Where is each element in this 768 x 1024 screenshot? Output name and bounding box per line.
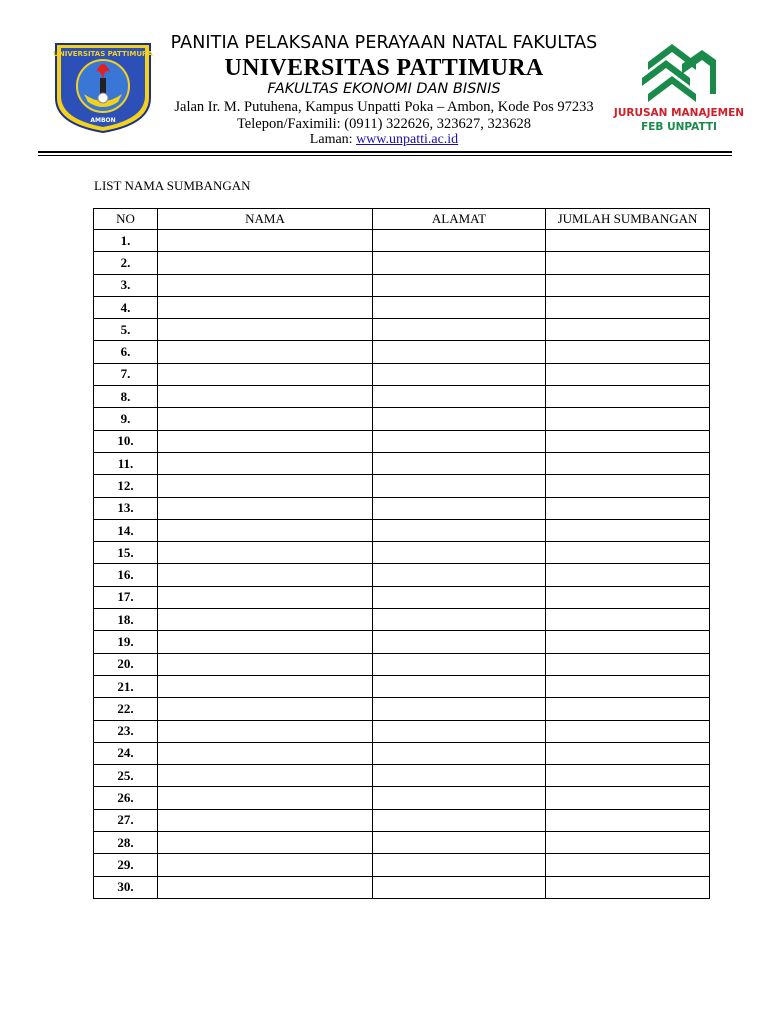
seal-bottom-text: AMBON [90, 117, 116, 124]
name-cell[interactable] [158, 609, 373, 631]
logo-text-1: JURUSAN MANAJEMEN [613, 107, 745, 119]
amount-cell[interactable] [546, 274, 710, 296]
table-row [94, 787, 710, 809]
phone-line: Telepon/Faximili: (0911) 322626, 323627, 323628 [236, 116, 532, 132]
list-title: LIST NAMA SUMBANGAN [94, 178, 251, 193]
table-row [94, 675, 710, 697]
table-row [94, 586, 710, 608]
name-cell[interactable] [158, 854, 373, 876]
name-cell[interactable] [158, 386, 373, 408]
address-cell[interactable] [373, 586, 546, 608]
address-cell[interactable] [373, 274, 546, 296]
table-row [94, 876, 710, 898]
row-number: 20. [94, 653, 158, 675]
amount-cell[interactable] [546, 319, 710, 341]
row-number: 14. [94, 519, 158, 541]
amount-cell[interactable] [546, 765, 710, 787]
table-row [94, 230, 710, 252]
name-cell[interactable] [158, 832, 373, 854]
amount-cell[interactable] [546, 832, 710, 854]
table-row [94, 274, 710, 296]
table-row [94, 319, 710, 341]
row-number: 16. [94, 564, 158, 586]
amount-cell[interactable] [546, 386, 710, 408]
address-cell[interactable] [373, 720, 546, 742]
address-cell[interactable] [373, 363, 546, 385]
address-cell[interactable] [373, 408, 546, 430]
address-cell[interactable] [373, 675, 546, 697]
amount-cell[interactable] [546, 363, 710, 385]
table-row [94, 452, 710, 474]
address-cell[interactable] [373, 542, 546, 564]
amount-cell[interactable] [546, 675, 710, 697]
amount-cell[interactable] [546, 564, 710, 586]
header-divider-thin [38, 155, 732, 156]
amount-cell[interactable] [546, 742, 710, 764]
header-nama: NAMA [158, 209, 373, 230]
row-number: 25. [94, 765, 158, 787]
address-cell[interactable] [373, 519, 546, 541]
address-cell[interactable] [373, 319, 546, 341]
table-row [94, 765, 710, 787]
committee-heading: PANITIA PELAKSANA PERAYAAN NATAL FAKULTAS [170, 33, 598, 53]
table-header-row [94, 209, 710, 230]
amount-cell[interactable] [546, 497, 710, 519]
address-cell[interactable] [373, 631, 546, 653]
website-label: Laman: [309, 132, 353, 147]
website-line [150, 132, 618, 148]
header-alamat: ALAMAT [373, 209, 546, 230]
table-row [94, 386, 710, 408]
address-cell[interactable] [373, 475, 546, 497]
donation-table [93, 208, 710, 899]
name-cell[interactable] [158, 341, 373, 363]
amount-cell[interactable] [546, 631, 710, 653]
name-cell[interactable] [158, 653, 373, 675]
row-number: 15. [94, 542, 158, 564]
header-no: NO [94, 209, 158, 230]
name-cell[interactable] [158, 475, 373, 497]
address-cell[interactable] [373, 564, 546, 586]
name-cell[interactable] [158, 876, 373, 898]
row-number: 27. [94, 809, 158, 831]
row-number: 26. [94, 787, 158, 809]
name-cell[interactable] [158, 542, 373, 564]
table-row [94, 564, 710, 586]
name-cell[interactable] [158, 452, 373, 474]
name-cell[interactable] [158, 519, 373, 541]
name-cell[interactable] [158, 809, 373, 831]
name-cell[interactable] [158, 296, 373, 318]
row-number: 28. [94, 832, 158, 854]
row-number: 7. [94, 363, 158, 385]
address-cell[interactable] [373, 765, 546, 787]
address-cell[interactable] [373, 452, 546, 474]
header-divider [38, 151, 732, 153]
address-cell[interactable] [373, 230, 546, 252]
address-line: Jalan Ir. M. Putuhena, Kampus Unpatti Poka – Ambon, Kode Pos 97233 [174, 99, 594, 115]
row-number: 8. [94, 386, 158, 408]
table-row [94, 408, 710, 430]
name-cell[interactable] [158, 319, 373, 341]
name-cell[interactable] [158, 497, 373, 519]
row-number: 12. [94, 475, 158, 497]
table-row [94, 809, 710, 831]
row-number: 1. [94, 230, 158, 252]
address-cell[interactable] [373, 609, 546, 631]
address-cell[interactable] [373, 698, 546, 720]
amount-cell[interactable] [546, 230, 710, 252]
amount-cell[interactable] [546, 586, 710, 608]
table-row [94, 542, 710, 564]
address-cell[interactable] [373, 742, 546, 764]
row-number: 23. [94, 720, 158, 742]
name-cell[interactable] [158, 742, 373, 764]
university-name: UNIVERSITAS PATTIMURA [224, 55, 544, 81]
amount-cell[interactable] [546, 854, 710, 876]
amount-cell[interactable] [546, 430, 710, 452]
table-row [94, 720, 710, 742]
address-cell[interactable] [373, 809, 546, 831]
amount-cell[interactable] [546, 653, 710, 675]
seal-text: UNIVERSITAS PATTIMURA [53, 50, 153, 58]
address-cell[interactable] [373, 430, 546, 452]
jurusan-manajemen-logo [608, 40, 750, 138]
address-cell[interactable] [373, 497, 546, 519]
address-cell[interactable] [373, 876, 546, 898]
website-link[interactable]: www.unpatti.ac.id [356, 132, 459, 147]
name-cell[interactable] [158, 408, 373, 430]
table-row [94, 475, 710, 497]
green-chevron-building-icon [642, 44, 716, 102]
address-cell[interactable] [373, 341, 546, 363]
amount-cell[interactable] [546, 296, 710, 318]
name-cell[interactable] [158, 675, 373, 697]
row-number: 24. [94, 742, 158, 764]
name-cell[interactable] [158, 230, 373, 252]
address-cell[interactable] [373, 787, 546, 809]
amount-cell[interactable] [546, 876, 710, 898]
amount-cell[interactable] [546, 252, 710, 274]
table-row [94, 698, 710, 720]
table-row [94, 519, 710, 541]
logo-text-2: FEB UNPATTI [641, 121, 717, 133]
row-number: 21. [94, 675, 158, 697]
address-cell[interactable] [373, 854, 546, 876]
header-jumlah: JUMLAH SUMBANGAN [546, 209, 710, 230]
amount-cell[interactable] [546, 787, 710, 809]
name-cell[interactable] [158, 274, 373, 296]
row-number: 13. [94, 497, 158, 519]
amount-cell[interactable] [546, 720, 710, 742]
row-number: 3. [94, 274, 158, 296]
name-cell[interactable] [158, 430, 373, 452]
row-number: 17. [94, 586, 158, 608]
table-row [94, 653, 710, 675]
amount-cell[interactable] [546, 341, 710, 363]
table-row [94, 430, 710, 452]
university-seal-logo [52, 38, 154, 134]
table-row [94, 296, 710, 318]
table-row [94, 832, 710, 854]
table-row [94, 609, 710, 631]
amount-cell[interactable] [546, 698, 710, 720]
row-number: 2. [94, 252, 158, 274]
name-cell[interactable] [158, 252, 373, 274]
table-row [94, 631, 710, 653]
amount-cell[interactable] [546, 609, 710, 631]
address-cell[interactable] [373, 296, 546, 318]
row-number: 4. [94, 296, 158, 318]
name-cell[interactable] [158, 765, 373, 787]
name-cell[interactable] [158, 363, 373, 385]
amount-cell[interactable] [546, 519, 710, 541]
table-row [94, 854, 710, 876]
row-number: 11. [94, 452, 158, 474]
name-cell[interactable] [158, 631, 373, 653]
row-number: 5. [94, 319, 158, 341]
amount-cell[interactable] [546, 809, 710, 831]
address-cell[interactable] [373, 252, 546, 274]
row-number: 9. [94, 408, 158, 430]
row-number: 6. [94, 341, 158, 363]
row-number: 18. [94, 609, 158, 631]
name-cell[interactable] [158, 698, 373, 720]
row-number: 10. [94, 430, 158, 452]
row-number: 29. [94, 854, 158, 876]
table-row [94, 252, 710, 274]
name-cell[interactable] [158, 720, 373, 742]
name-cell[interactable] [158, 586, 373, 608]
row-number: 22. [94, 698, 158, 720]
amount-cell[interactable] [546, 542, 710, 564]
table-row [94, 742, 710, 764]
address-cell[interactable] [373, 386, 546, 408]
table-row [94, 497, 710, 519]
row-number: 30. [94, 876, 158, 898]
row-number: 19. [94, 631, 158, 653]
amount-cell[interactable] [546, 452, 710, 474]
table-row [94, 363, 710, 385]
name-cell[interactable] [158, 787, 373, 809]
address-cell[interactable] [373, 653, 546, 675]
name-cell[interactable] [158, 564, 373, 586]
amount-cell[interactable] [546, 408, 710, 430]
amount-cell[interactable] [546, 475, 710, 497]
address-cell[interactable] [373, 832, 546, 854]
table-row [94, 341, 710, 363]
faculty-name: FAKULTAS EKONOMI DAN BISNIS [267, 81, 501, 97]
